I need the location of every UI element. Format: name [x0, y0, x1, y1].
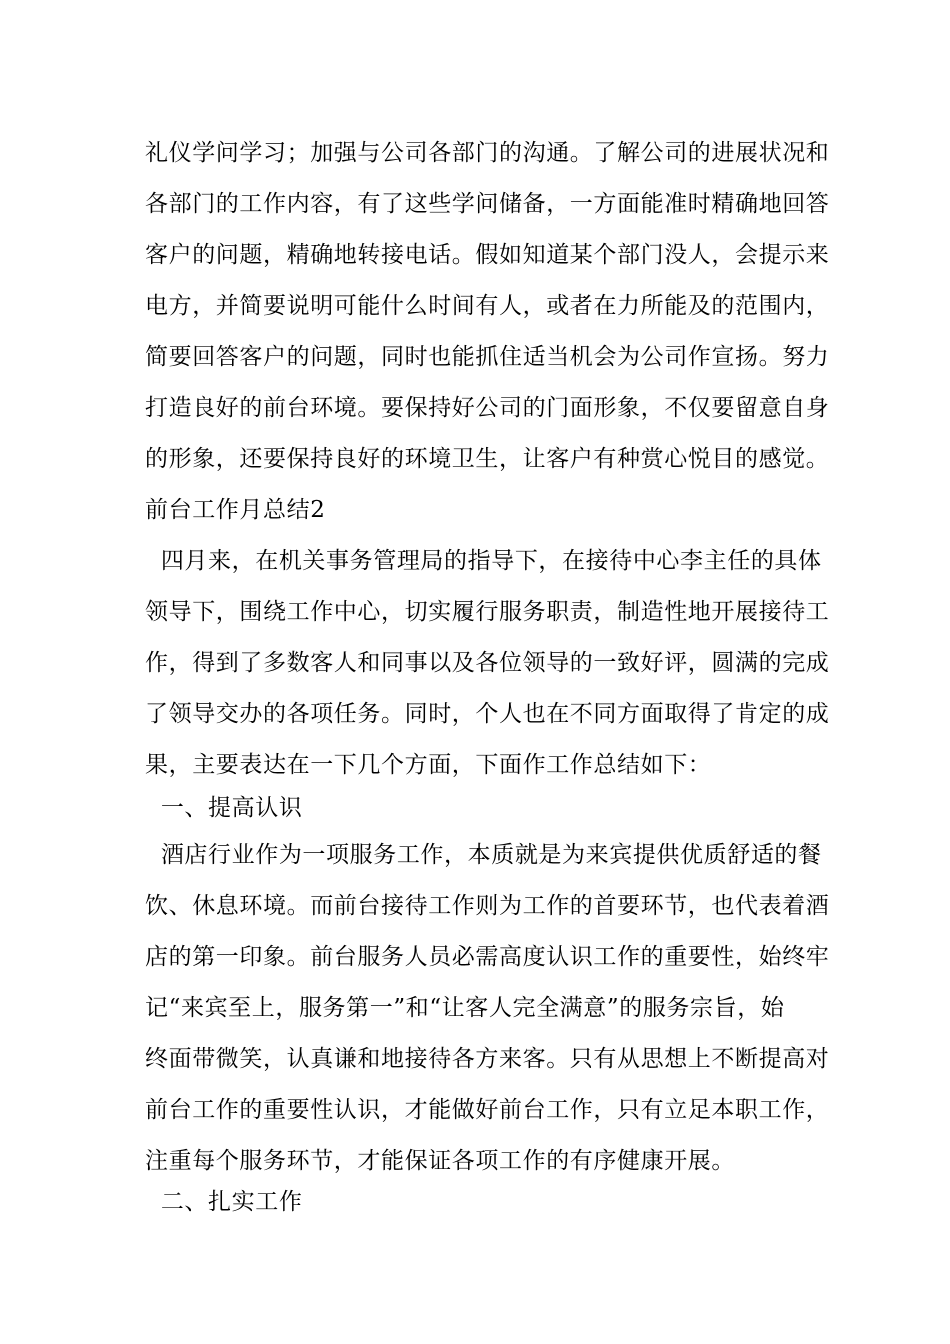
- paragraph-intro: [145, 128, 830, 485]
- paragraph-summary: [145, 536, 830, 791]
- paragraph-line: 的形象，还要保持良好的环境卫生，让客户有种赏心悦目的感觉。: [145, 446, 830, 472]
- paragraph-line: 酒店行业作为一项服务工作，本质就是为来宾提供优质舒适的餐: [145, 842, 822, 868]
- subsection-heading-2: [145, 1177, 825, 1228]
- paragraph-line: 了领导交办的各项任务。同时，个人也在不同方面取得了肯定的成: [145, 701, 830, 727]
- paragraph-line: 各部门的工作内容，有了这些学问储备，一方面能准时精确地回答: [145, 191, 830, 217]
- heading-text: 前台工作月总结2: [145, 497, 326, 523]
- paragraph-line: 果，主要表达在一下几个方面，下面作工作总结如下：: [145, 752, 712, 778]
- section-heading: [145, 485, 825, 536]
- paragraph-line: 客户的问题，精确地转接电话。假如知道某个部门没人，会提示来: [145, 242, 830, 268]
- paragraph-line: 领导下，围绕工作中心，切实履行服务职责，制造性地开展接待工: [145, 599, 830, 625]
- subsection-title: 一、提高认识: [145, 795, 303, 821]
- paragraph-line: 电方，并简要说明可能什么时间有人，或者在力所能及的范围内，: [145, 293, 830, 319]
- subsection-heading-1: [145, 783, 825, 834]
- paragraph-line: 注重每个服务环节，才能保证各项工作的有序健康开展。: [145, 1148, 735, 1174]
- paragraph-line: 记“来宾至上，服务第一”和“让客人完全满意”的服务宗旨，始: [145, 995, 785, 1021]
- paragraph-line: 礼仪学问学习；加强与公司各部门的沟通。了解公司的进展状况和: [145, 140, 830, 166]
- paragraph-line: 饮、休息环境。而前台接待工作则为工作的首要环节，也代表着酒: [145, 893, 830, 919]
- paragraph-line: 前台工作的重要性认识，才能做好前台工作，只有立足本职工作，: [145, 1097, 830, 1123]
- paragraph-line: 四月来，在机关事务管理局的指导下，在接待中心李主任的具体: [145, 548, 822, 574]
- paragraph-line: 作，得到了多数客人和同事以及各位领导的一致好评，圆满的完成: [145, 650, 830, 676]
- paragraph-line: 简要回答客户的问题，同时也能抓住适当机会为公司作宣扬。努力: [145, 344, 830, 370]
- subsection-title: 二、扎实工作: [145, 1189, 303, 1215]
- paragraph-line: 店的第一印象。前台服务人员必需高度认识工作的重要性，始终牢: [145, 944, 830, 970]
- paragraph-awareness: [145, 830, 830, 1187]
- paragraph-line: 打造良好的前台环境。要保持好公司的门面形象，不仅要留意自身: [145, 395, 830, 421]
- paragraph-line: 终面带微笑，认真谦和地接待各方来客。只有从思想上不断提高对: [145, 1046, 830, 1072]
